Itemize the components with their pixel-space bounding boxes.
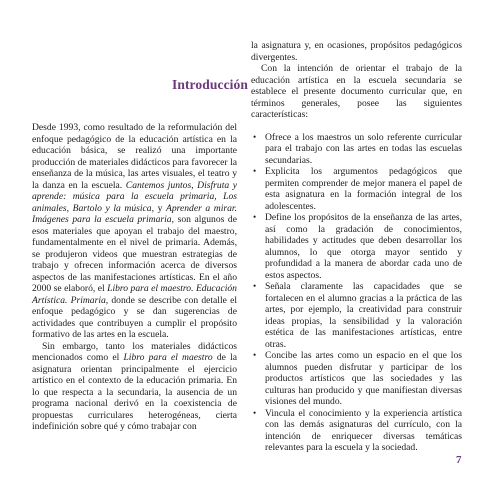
page-number: 7 <box>456 454 462 466</box>
bullet-icon: • <box>253 407 257 418</box>
body-text: y <box>154 202 166 214</box>
italic-title-text: Libro para el maestro. Educación Artística. Primaria, <box>32 283 237 306</box>
italic-title-text: Cantemos juntos, Disfruta y aprende: música para la escuela primaria, Los animales, Bartolo y la música, <box>32 179 238 214</box>
left-paragraph-1 <box>32 122 237 341</box>
right-paragraph-continued: la asignatura y, en ocasiones, propósitos pedagógicos divergentes. <box>251 40 462 63</box>
list-item-text: Define los propósitos de la enseñanza de las artes, así como la gradación de conocimientos, habilidades y actitudes que deben desarrollar los alumnos, lo que otorga mayor sentido y profundidad a la manera de abordar cada uno de estos aspectos. <box>265 212 462 281</box>
italic-title-text: Libro para el maestro <box>123 352 213 363</box>
list-item <box>251 350 462 408</box>
list-item-text: Ofrece a los maestros un solo referente curricular para el trabajo con las artes en todas las escuelas secundarias. <box>265 131 462 166</box>
bullet-icon: • <box>253 212 257 222</box>
body-text: de la asignatura orientan principalmente el ejercicio artístico en el contexto de la educación primaria. En lo que respecta a la secundaria, la ausencia de un programa nacional derivó en la coexistencia de propuestas curriculares heterogéneas, cierta indefinición sobre qué y cómo trabajar con <box>32 352 237 432</box>
left-column <box>32 122 237 433</box>
characteristics-list <box>251 132 462 454</box>
bullet-icon: • <box>253 131 257 142</box>
list-item <box>251 132 462 167</box>
body-text: donde se describe con detalle el enfoque pedagógico y se dan sugerencias de actividades que contribuyen a cumplir el propósito formativo de las artes en la escuela. <box>32 294 237 340</box>
right-column <box>251 40 462 454</box>
list-item-text: Señala claramente las capacidades que se fortalecen en el alumno gracias a la práctica de las artes, por ejemplo, la creatividad para construir ideas propias, la sensibilidad y la valoración estética de las manifestaciones artísticas, entre otras. <box>265 281 462 350</box>
list-item <box>251 281 462 350</box>
section-heading: Introducción <box>172 77 248 92</box>
list-item-text: Explicita los argumentos pedagógicos que permiten comprender de mejor manera el papel de esta asignatura en la formación integral de los adolescentes. <box>265 166 462 212</box>
bullet-icon: • <box>253 281 257 291</box>
body-text: Sin embargo, tanto los materiales didácticos mencionados como el <box>32 340 237 363</box>
list-item-text: Vincula el conocimiento y la experiencia artística con las demás asignaturas del currículo, con la intención de enriquecer diversas temáticas relevantes para la escuela y la sociedad. <box>265 407 462 453</box>
right-paragraph-intro: Con la intención de orientar el trabajo de la educación artística en la escuela secundaria se establece el presente documento curricular que, en términos generales, posee las siguientes características: <box>251 63 462 120</box>
bullet-icon: • <box>253 350 257 360</box>
list-item <box>251 408 462 454</box>
italic-title-text: Aprender a mirar. Imágenes para la escuela primaria, <box>32 202 238 225</box>
list-item-text: Concibe las artes como un espacio en el que los alumnos pueden disfrutar y participar de los productos artísticos que las sociedades y las culturas han producido y que manifiestan diversas visiones del mundo. <box>265 350 462 407</box>
list-item <box>251 212 462 281</box>
body-text: son algunos de esos materiales que apoyan el trabajo del maestro, fundamentalmente en el nivel de primaria. Además, se produjeron videos que muestran estrategias de trabajo y ofrecen información acerca de diversos aspectos de las manifestaciones artísticas. En el año 2000 se elaboró, el <box>32 214 237 294</box>
list-item <box>251 166 462 212</box>
bullet-icon: • <box>253 166 257 176</box>
body-text: Desde 1993, como resultado de la reformulación del enfoque pedagógico de la educación artística en la educación básica, se realizó una importante producción de materiales didácticos para favorecer la enseñanza de la música, las artes visuales, el teatro y la danza en la escuela. <box>32 122 237 191</box>
left-paragraph-2 <box>32 341 237 433</box>
